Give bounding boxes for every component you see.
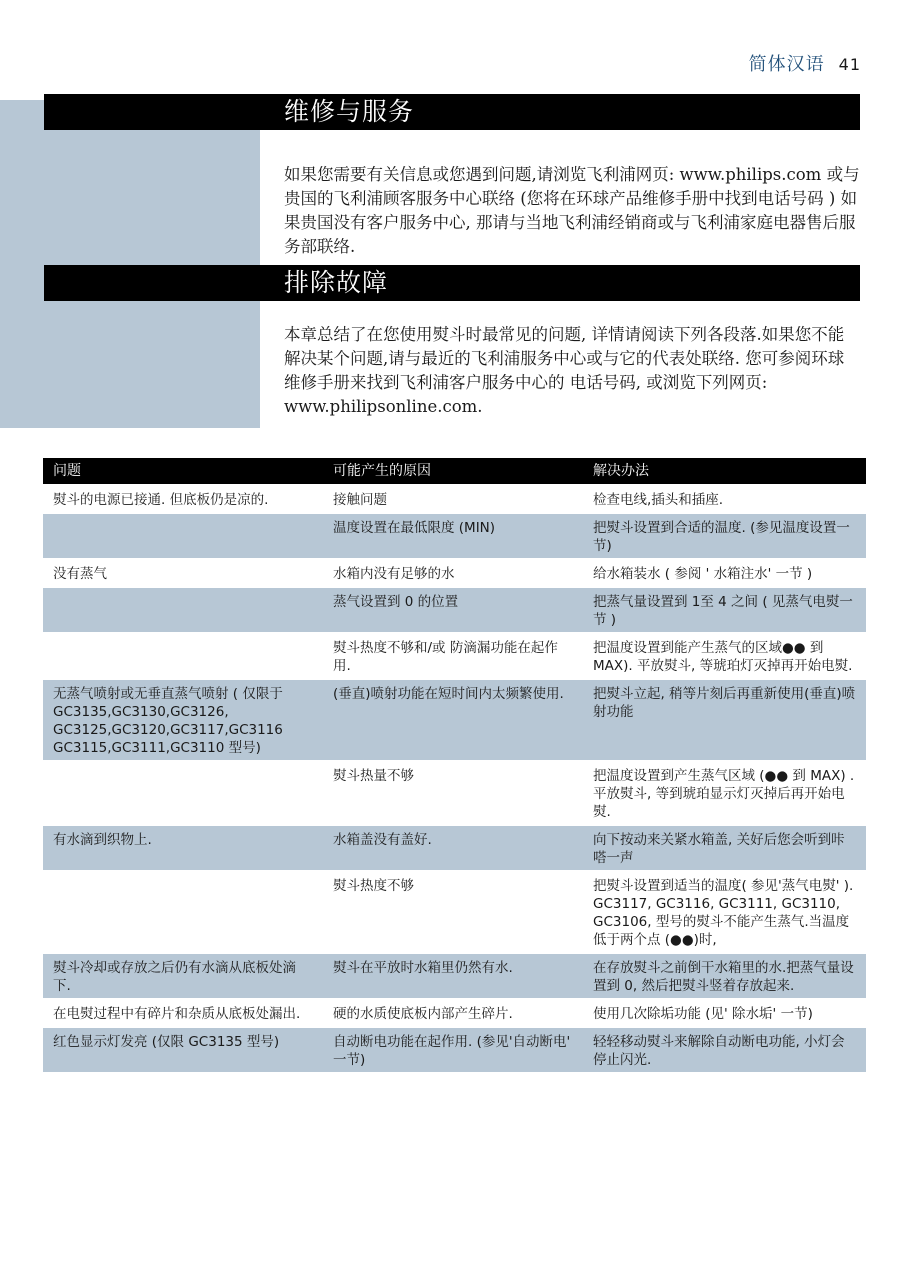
table-row <box>43 485 866 513</box>
cell-cause: 温度设置在最低限度 (MIN) <box>323 513 583 559</box>
side-color-block <box>0 100 260 428</box>
cell-cause: 水箱内没有足够的水 <box>323 559 583 587</box>
cell-solution: 轻轻移动熨斗来解除自动断电功能, 小灯会停止闪光. <box>583 1027 866 1072</box>
cell-cause: 熨斗热量不够 <box>323 761 583 825</box>
cell-solution: 把熨斗设置到适当的温度( 参见'蒸气电熨' ). GC3117, GC3116, GC3111, GC3110, GC3106, 型号的熨斗不能产生蒸气.当温度低于两个点 (●●)时, <box>583 871 866 953</box>
cell-problem: 红色显示灯发亮 (仅限 GC3135 型号) <box>43 1027 323 1072</box>
table-row <box>43 559 866 587</box>
section-body-service: 如果您需要有关信息或您遇到问题,请浏览飞利浦网页: www.philips.com 或与贵国的飞利浦顾客服务中心联络 (您将在环球产品维修手册中找到电话号码 ) 如果贵国没有客户服务中心, 那请与当地飞利浦经销商或与飞利浦家庭电器售后服务部联络. <box>284 165 860 256</box>
cell-cause: 熨斗在平放时水箱里仍然有水. <box>323 953 583 999</box>
table-row <box>43 953 866 999</box>
table-row <box>43 999 866 1027</box>
cell-cause: (垂直)喷射功能在短时间内太频繁使用. <box>323 679 583 761</box>
language-label: 简体汉语 <box>748 54 825 75</box>
table-row <box>43 871 866 953</box>
cell-problem <box>43 513 323 559</box>
page-header <box>749 50 861 76</box>
cell-solution: 把温度设置到产生蒸气区域 (●● 到 MAX) . 平放熨斗, 等到琥珀显示灯灭掉后再开始电熨. <box>583 761 866 825</box>
cell-problem <box>43 633 323 679</box>
table-row <box>43 761 866 825</box>
cell-solution: 把熨斗设置到合适的温度. (参见温度设置一节) <box>583 513 866 559</box>
cell-cause: 水箱盖没有盖好. <box>323 825 583 871</box>
cell-solution: 把熨斗立起, 稍等片刻后再重新使用(垂直)喷射功能 <box>583 679 866 761</box>
table-row <box>43 679 866 761</box>
column-header-solution: 解决办法 <box>583 458 866 485</box>
cell-problem: 熨斗冷却或存放之后仍有水滴从底板处滴下. <box>43 953 323 999</box>
cell-cause: 自动断电功能在起作用. (参见'自动断电' 一节) <box>323 1027 583 1072</box>
cell-problem <box>43 871 323 953</box>
cell-problem <box>43 761 323 825</box>
cell-solution: 检查电线,插头和插座. <box>583 485 866 513</box>
cell-problem: 在电熨过程中有碎片和杂质从底板处漏出. <box>43 999 323 1027</box>
cell-cause: 接触问题 <box>323 485 583 513</box>
section-title-band-service <box>44 94 860 130</box>
cell-solution: 使用几次除垢功能 (见' 除水垢' 一节) <box>583 999 866 1027</box>
section-body-troubleshooting: 本章总结了在您使用熨斗时最常见的问题, 详情请阅读下列各段落.如果您不能解决某个问题,请与最近的飞利浦服务中心或与它的代表处联络. 您可参阅环球维修手册来找到飞利浦客户服务中心的 电话号码, 或浏览下列网页: www.philipsonline.com. <box>284 325 845 416</box>
cell-cause: 硬的水质使底板内部产生碎片. <box>323 999 583 1027</box>
column-header-cause: 可能产生的原因 <box>323 458 583 485</box>
cell-problem <box>43 587 323 633</box>
cell-solution: 把蒸气量设置到 1至 4 之间 ( 见蒸气电熨一节 ) <box>583 587 866 633</box>
cell-problem: 没有蒸气 <box>43 559 323 587</box>
table-header-row <box>43 458 866 485</box>
cell-solution: 把温度设置到能产生蒸气的区域●● 到 MAX). 平放熨斗, 等琥珀灯灭掉再开始电熨. <box>583 633 866 679</box>
table-body <box>43 485 866 1072</box>
section-title: 维修与服务 <box>284 97 415 126</box>
table-row <box>43 513 866 559</box>
troubleshooting-table <box>43 458 866 1072</box>
table-row <box>43 587 866 633</box>
cell-problem: 无蒸气喷射或无垂直蒸气喷射 ( 仅限于 GC3135,GC3130,GC3126, GC3125,GC3120,GC3117,GC3116 GC3115,GC3111,GC3110 型号) <box>43 679 323 761</box>
section-title: 排除故障 <box>284 268 389 297</box>
table-row <box>43 633 866 679</box>
table-row <box>43 1027 866 1072</box>
page-number: 41 <box>838 55 861 74</box>
section-title-band-troubleshooting <box>44 265 860 301</box>
cell-solution: 向下按动来关紧水箱盖, 关好后您会听到咔嗒一声 <box>583 825 866 871</box>
cell-solution: 在存放熨斗之前倒干水箱里的水.把蒸气量设置到 0, 然后把熨斗竖着存放起来. <box>583 953 866 999</box>
column-header-problem: 问题 <box>43 458 323 485</box>
cell-solution: 给水箱装水 ( 参阅 ' 水箱注水' 一节 ) <box>583 559 866 587</box>
table-row <box>43 825 866 871</box>
cell-problem: 熨斗的电源已接通. 但底板仍是凉的. <box>43 485 323 513</box>
cell-cause: 熨斗热度不够 <box>323 871 583 953</box>
cell-cause: 蒸气设置到 0 的位置 <box>323 587 583 633</box>
cell-cause: 熨斗热度不够和/或 防滴漏功能在起作用. <box>323 633 583 679</box>
cell-problem: 有水滴到织物上. <box>43 825 323 871</box>
